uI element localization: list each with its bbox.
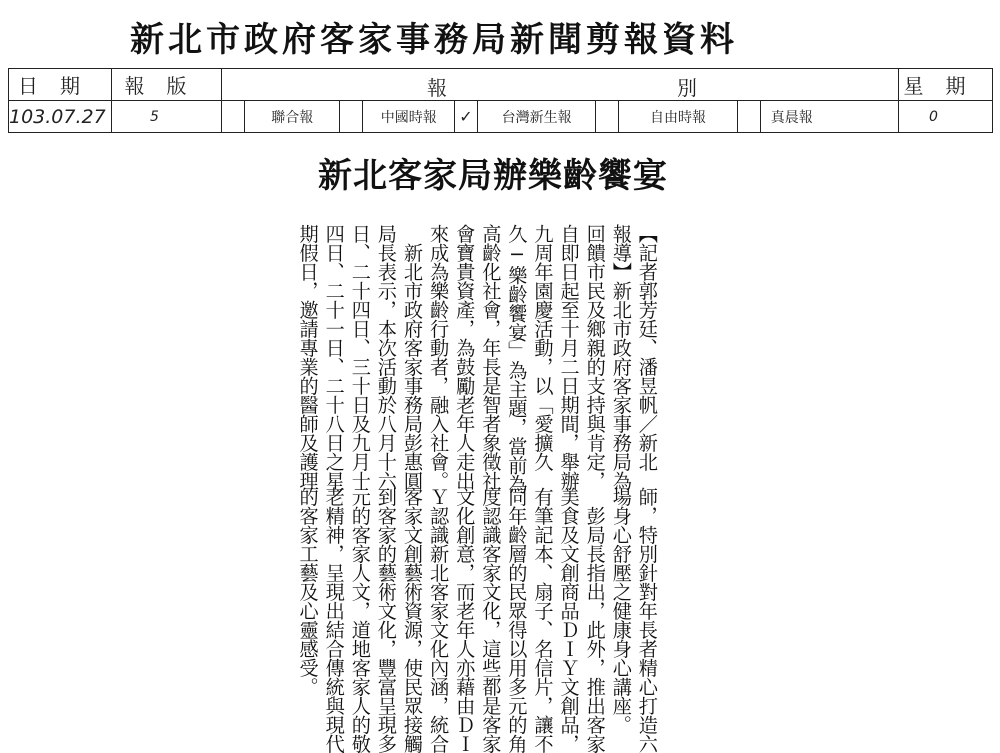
edition-value: 5 <box>112 101 222 133</box>
article-column: 場身心舒壓之健康身心講座。 <box>609 487 633 734</box>
date-value: 103.07.27 <box>9 101 112 133</box>
paper-item <box>340 101 455 132</box>
article-headline: 新北客家局辦樂齡饗宴 <box>318 156 668 196</box>
paper-name: 真晨報 <box>770 109 813 126</box>
article-column: 元的客家人文，道地客家人的敬 <box>348 487 372 753</box>
article-column: 自即日起至十月二日期間，舉辦 <box>557 224 581 490</box>
article-column: 會寶貴資產，為鼓勵老年人走出 <box>453 224 477 490</box>
article-column: 來成為樂齡行動者，融入社會。 <box>427 224 451 490</box>
article-column: 期假日，邀請專業的醫師及護理 <box>296 224 320 490</box>
paper-checkbox <box>340 101 363 132</box>
article-column: Ｙ認識新北客家文化內涵，統合 <box>427 487 451 753</box>
weekday-header: 星期 <box>899 69 993 101</box>
article-column: 到客家的藝術文化，豐富呈現多 <box>374 487 398 753</box>
paper-checkbox: ✓ <box>455 101 478 132</box>
article-column: 客家文創藝術資源，使民眾接觸 <box>401 487 424 753</box>
article-column: 度認識客家文化，這些都是客家 <box>479 487 503 753</box>
paper-checkbox <box>222 101 245 132</box>
newspaper-list <box>222 101 899 133</box>
paper-item <box>738 101 898 132</box>
article-column: 久─樂齡饗宴」為主題，當前為 <box>505 224 529 494</box>
table-value-row <box>9 101 993 133</box>
paper-name: 台灣新生報 <box>501 109 572 126</box>
article-column: 有筆記本、扇子、名信片，讓不 <box>531 487 555 753</box>
paper-name: 自由時報 <box>650 109 707 126</box>
article-column: 師，特別針對年長者精心打造六 <box>635 487 659 753</box>
article-column: 日、二十四日、三十日及九月十 <box>348 224 372 490</box>
paper-item <box>222 101 340 132</box>
document-title: 新北市政府客家事務局新聞剪報資料 <box>130 20 738 60</box>
edition-header: 報版 <box>112 69 222 101</box>
article-column: 同年齡層的民眾得以用多元的角 <box>505 487 529 753</box>
weekday-value: 0 <box>899 101 993 133</box>
article-column: 【記者郭芳廷、潘昱帆／新北 <box>635 224 659 471</box>
article-column: 老精神，呈現出結合傳統與現代 <box>322 487 346 753</box>
article-column: 報導】新北市政府客家事務局為 <box>609 224 633 490</box>
paper-checkbox <box>596 101 619 132</box>
article-column: 美食及文創商品ＤＩＹ文創品， <box>557 487 581 753</box>
article-column: 四日、二十一日、二十八日之星 <box>322 224 346 490</box>
paper-item <box>596 101 737 132</box>
article-column: 文化創意，而老年人亦藉由ＤＩ <box>453 487 477 753</box>
paper-checkbox <box>738 101 761 132</box>
paper-name: 中國時報 <box>380 109 437 126</box>
newspaper-header-char-1: 報 <box>427 76 469 100</box>
article-column: 局長表示，本次活動於八月十六 <box>374 224 398 490</box>
newspaper-header-char-2: 別 <box>677 76 719 100</box>
date-header: 日期 <box>9 69 112 101</box>
newspaper-header <box>222 69 899 101</box>
article-column: 彭局長指出，此外，推出客家 <box>583 487 607 753</box>
article-column: 九周年園慶活動，以「愛擴久 <box>531 224 555 471</box>
article-column: 高齡化社會，年長是智者象徵社 <box>479 224 503 490</box>
article-column: 新北市政府客家事務局彭惠圓 <box>401 224 424 490</box>
paper-name: 聯合報 <box>271 109 314 126</box>
article-column: 回饋市民及鄉親的支持與肯定， <box>583 224 607 490</box>
clipping-info-table <box>8 68 993 133</box>
article-column: 的客家工藝及心靈感受。 <box>296 487 320 696</box>
paper-item <box>455 101 596 132</box>
table-header-row <box>9 69 993 101</box>
